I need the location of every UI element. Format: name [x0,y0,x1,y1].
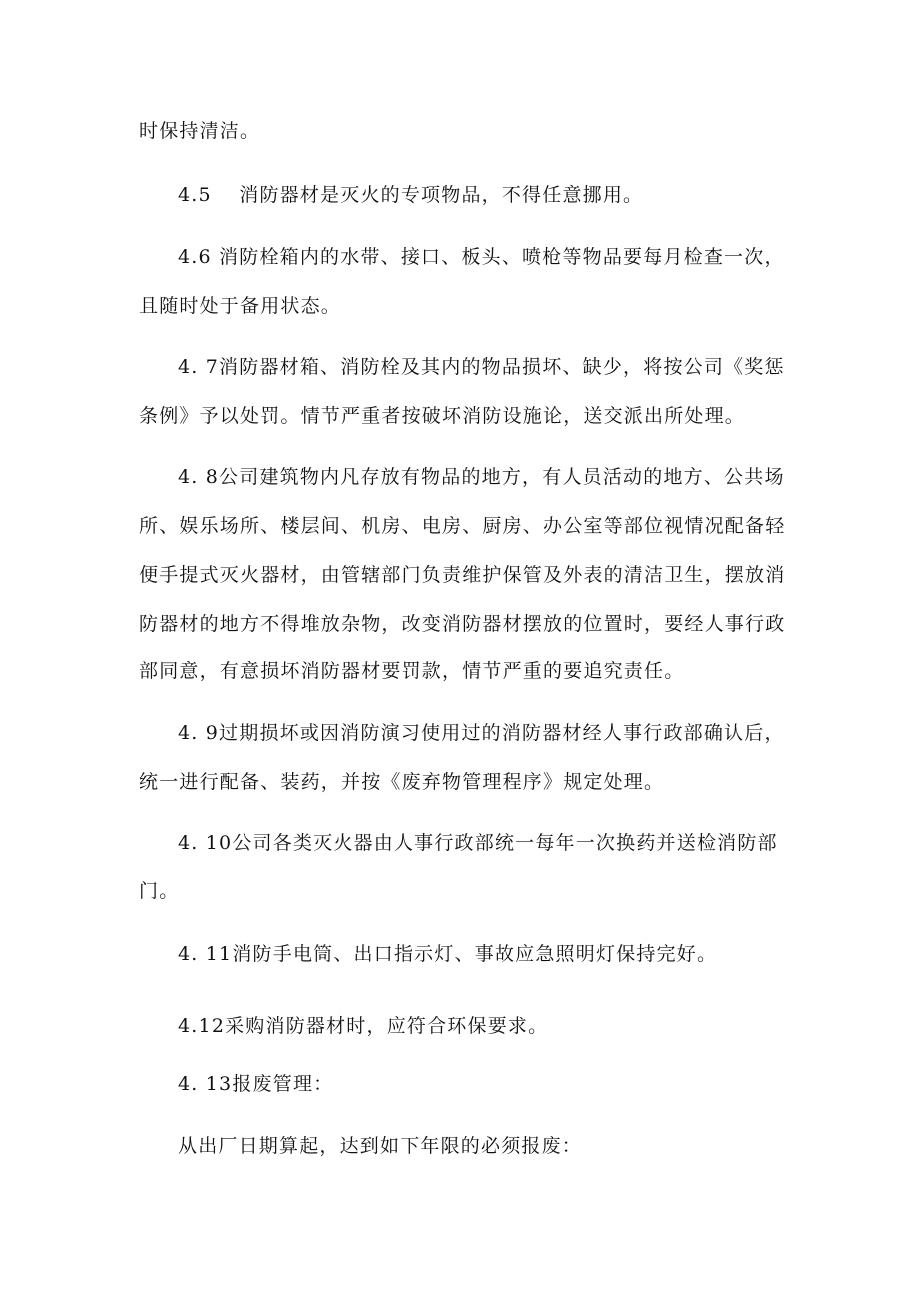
clause-4-11: 4. 11消防手电筒、出口指示灯、事故应急照明灯保持完好。 [178,943,718,965]
clause-4-8-line-3: 便手提式灭火器材，由管辖部门负责维护保管及外表的清洁卫生，摆放消 [139,564,786,586]
clause-4-10-line-1: 4. 10公司各类灭火器由人事行政部统一每年一次换药并送检消防部 [178,832,778,854]
clause-4-6-line-2: 且随时处于备用状态。 [139,295,342,317]
clause-4-5: 4.5 消防器材是灭火的专项物品，不得任意挪用。 [178,184,644,206]
clause-4-9-line-1: 4. 9过期损坏或因消防演习使用过的消防器材经人事行政部确认后， [178,722,785,744]
clause-4-7-line-1: 4. 7消防器材箱、消防栓及其内的物品损坏、缺少，将按公司《奖惩 [178,356,785,378]
clause-4-7-line-2: 条例》予以处罚。情节严重者按破坏消防设施论，送交派出所处理。 [139,405,746,427]
clause-4-8-line-4: 防器材的地方不得堆放杂物，改变消防器材摆放的位置时，要经人事行政 [139,613,786,635]
clause-4-6-line-1: 4.6 消防栓箱内的水带、接口、板头、喷枪等物品要每月检查一次， [178,246,785,268]
clause-4-8-line-5: 部同意，有意损坏消防器材要罚款，情节严重的要追究责任。 [139,660,685,682]
clause-4-8-line-1: 4. 8公司建筑物内凡存放有物品的地方，有人员活动的地方、公共场 [178,466,785,488]
clause-4-12: 4.12采购消防器材时，应符合环保要求。 [178,1015,549,1037]
clause-4-10-line-2: 门。 [139,880,180,902]
clause-4-8-line-2: 所、娱乐场所、楼层间、机房、电房、厨房、办公室等部位视情况配备轻 [139,515,786,537]
text-line-cont-4-4: 时保持清洁。 [139,120,261,142]
clause-4-13-body: 从出厂日期算起，达到如下年限的必须报废： [178,1135,583,1157]
clause-4-13: 4. 13报废管理： [178,1073,334,1095]
clause-4-9-line-2: 统一进行配备、装药，并按《废弃物管理程序》规定处理。 [139,771,665,793]
